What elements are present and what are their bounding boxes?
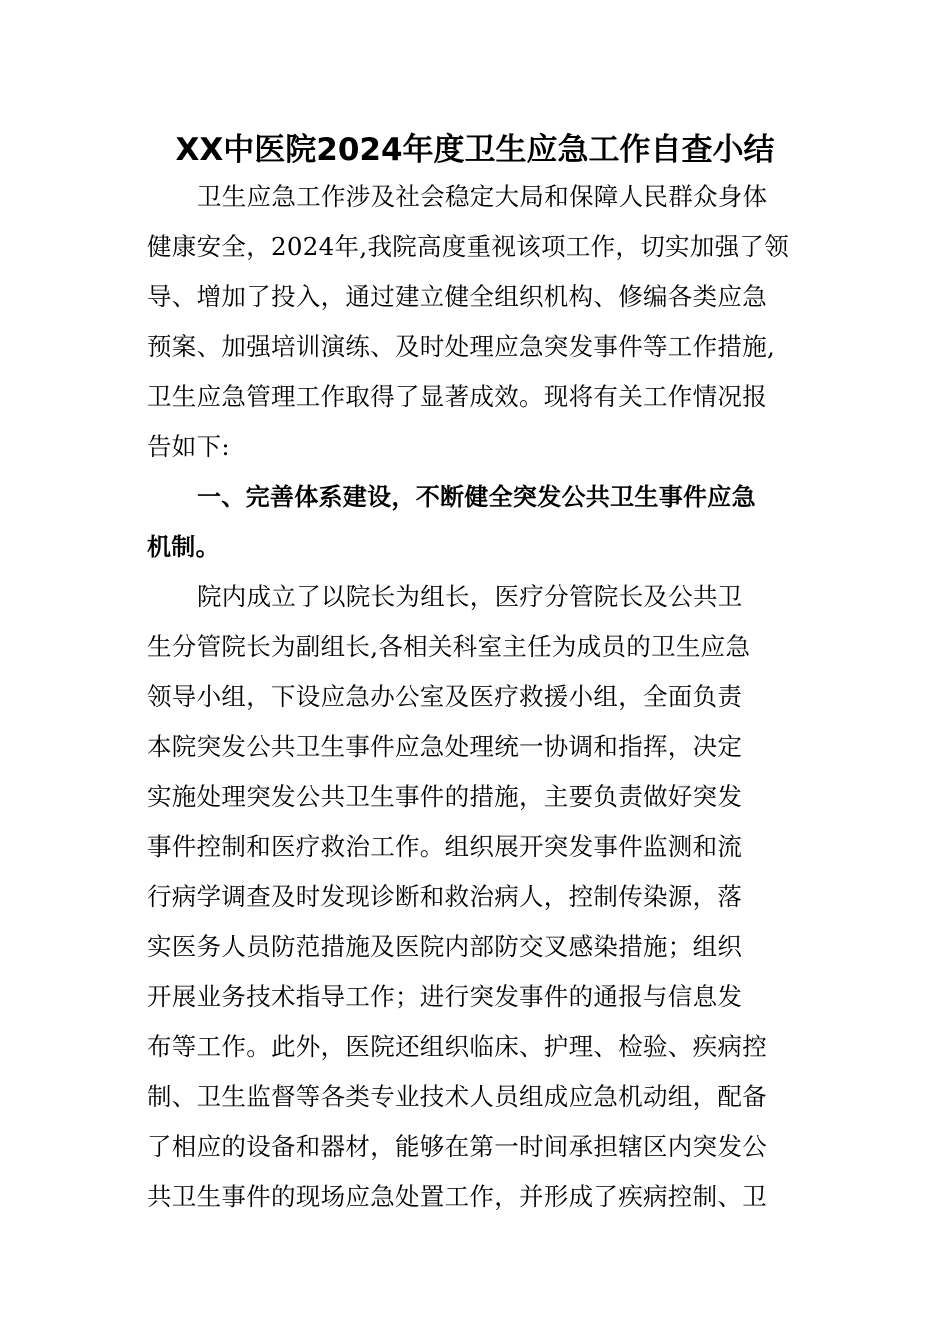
document-title: XX中医院2024年度卫生应急工作自查小结: [175, 132, 775, 168]
paragraph-line: 本院突发公共卫生事件应急处理统一协调和指挥，决定: [147, 732, 743, 761]
paragraph-line: 健康安全，2024年,我院高度重视该项工作，切实加强了领: [147, 232, 790, 261]
paragraph-line: 领导小组，下设应急办公室及医疗救援小组，全面负责: [147, 682, 743, 711]
paragraph-line: 制、卫生监督等各类专业技术人员组成应急机动组，配备: [147, 1082, 767, 1111]
section-heading-line: 机制。: [147, 533, 220, 561]
paragraph-line: 卫生应急工作涉及社会稳定大局和保障人民群众身体: [197, 182, 768, 211]
paragraph-line: 导、增加了投入，通过建立健全组织机构、修编各类应急: [147, 282, 767, 311]
paragraph-line: 预案、加强培训演练、及时处理应急突发事件等工作措施,: [147, 332, 776, 361]
paragraph-line: 实施处理突发公共卫生事件的措施，主要负责做好突发: [147, 782, 743, 811]
section-heading-line: 一、完善体系建设，不断健全突发公共卫生事件应急: [197, 483, 756, 511]
paragraph-line: 布等工作。此外，医院还组织临床、护理、检验、疾病控: [147, 1032, 767, 1061]
paragraph-line: 卫生应急管理工作取得了显著成效。现将有关工作情况报: [147, 382, 767, 411]
paragraph-line: 生分管院长为副组长,各相关科室主任为成员的卫生应急: [147, 632, 751, 661]
paragraph-line: 行病学调查及时发现诊断和救治病人，控制传染源，落: [147, 882, 743, 911]
paragraph-line: 告如下:: [147, 432, 230, 461]
paragraph-line: 共卫生事件的现场应急处置工作，并形成了疾病控制、卫: [147, 1182, 767, 1211]
paragraph-line: 院内成立了以院长为组长，医疗分管院长及公共卫: [197, 582, 743, 611]
paragraph-line: 了相应的设备和器材，能够在第一时间承担辖区内突发公: [147, 1132, 767, 1161]
paragraph-line: 实医务人员防范措施及医院内部防交叉感染措施；组织: [147, 932, 743, 961]
paragraph-line: 事件控制和医疗救治工作。组织展开突发事件监测和流: [147, 832, 743, 861]
paragraph-line: 开展业务技术指导工作；进行突发事件的通报与信息发: [147, 982, 743, 1011]
